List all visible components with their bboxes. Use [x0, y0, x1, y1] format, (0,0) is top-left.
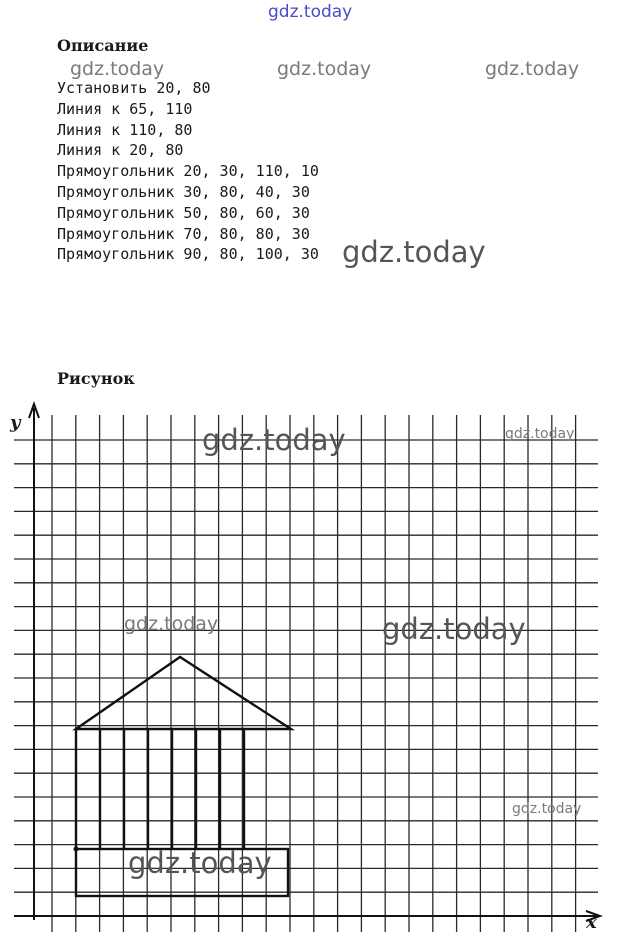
grid-lines	[14, 415, 598, 932]
roof-triangle	[76, 657, 291, 729]
description-line: Прямоугольник 50, 80, 60, 30	[57, 203, 310, 222]
figure-heading: Рисунок	[57, 369, 135, 388]
x-axis-label: x	[586, 912, 597, 933]
axes	[14, 404, 600, 921]
description-line: Прямоугольник 70, 80, 80, 30	[57, 224, 310, 243]
description-line: Линия к 65, 110	[57, 99, 193, 118]
watermark: gdz.today	[70, 58, 165, 80]
watermark-top: gdz.today	[268, 2, 353, 22]
description-line: Линия к 20, 80	[57, 141, 184, 160]
description-line: Линия к 110, 80	[57, 120, 193, 139]
watermark: gdz.today	[124, 613, 219, 635]
watermark: gdz.today	[382, 612, 526, 646]
start-point	[74, 847, 79, 852]
watermark: gdz.today	[277, 58, 372, 80]
watermark: gdz.today	[485, 58, 580, 80]
description-line: Установить 20, 80	[57, 79, 211, 97]
watermark: gdz.today	[512, 801, 582, 817]
y-axis-label: y	[10, 412, 21, 433]
watermark: gdz.today	[342, 235, 486, 269]
description-line: Прямоугольник 30, 80, 40, 30	[57, 182, 310, 201]
watermark: gdz.today	[128, 846, 272, 880]
description-heading: Описание	[57, 36, 149, 55]
description-line: Прямоугольник 90, 80, 100, 30	[57, 245, 319, 264]
watermark: gdz.today	[202, 423, 346, 457]
watermark: gdz.today	[505, 426, 575, 442]
description-line: Прямоугольник 20, 30, 110, 10	[57, 162, 319, 181]
